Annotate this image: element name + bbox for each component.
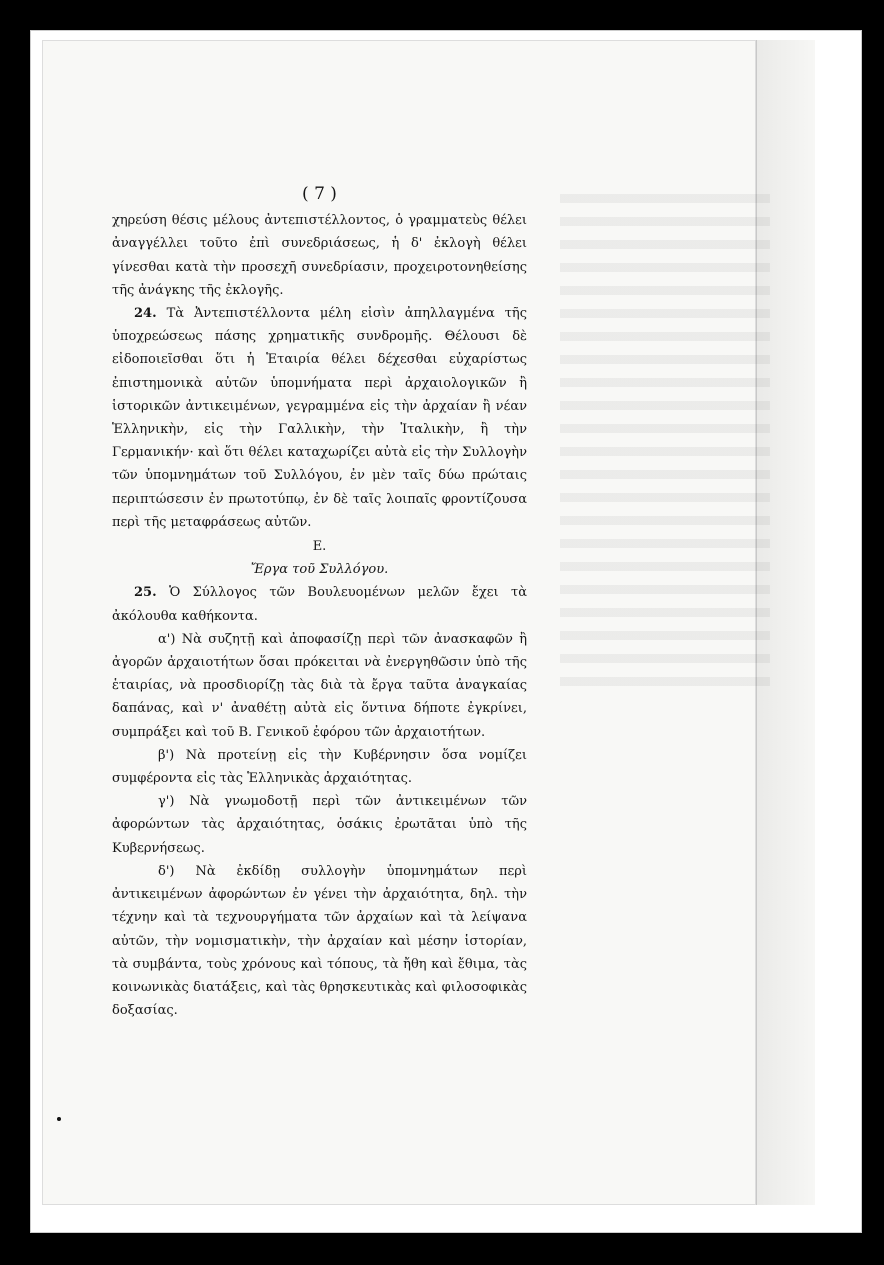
list-item-b: β') Νὰ προτείνῃ εἰς τὴν Κυβέρνησιν ὅσα νομίζει συμφέροντα εἰς τὰς Ἑλληνικὰς ἀρχαιότητας. bbox=[112, 747, 527, 787]
article-text: Ὁ Σύλλογος τῶν Βουλευομένων μελῶν ἔχει τὰ ἀκόλουθα καθήκοντα. bbox=[112, 585, 527, 624]
article-number: 25. bbox=[134, 585, 157, 601]
ink-speck bbox=[57, 1117, 61, 1121]
show-through-text bbox=[560, 180, 770, 700]
continuation-paragraph: χηρεύση θέσις μέλους ἀντεπιστέλλοντος, ὁ γραμματεὺς θέλει ἀναγγέλλει τοῦτο ἐπὶ συνεδριάσεως, ἡ δ' ἐκλογὴ θέλει γίνεσθαι κατὰ τὴν προσεχῆ συνεδρίασιν, προχειροτονηθείσης τῆς ἀνάγκης τῆς ἐκλογῆς. bbox=[112, 213, 527, 298]
section-letter: Ε. bbox=[312, 539, 327, 555]
list-item-d: δ') Νὰ ἐκδίδῃ συλλογὴν ὑπομνημάτων περὶ ἀντικειμένων ἀφορώντων ἐν γένει τὴν ἀρχαιότητα, δηλ. τὴν τέχνην καὶ τὰ τεχνουργήματα τῶν ἀρχαίων καὶ τὰ λείψανα αὐτῶν, τὴν νομισματικὴν, τὴν ἀρχαίαν καὶ μέσην ἱστορίαν, τὰ συμβάντα, τοὺς χρόνους καὶ τόπους, τὰ ἤθη καὶ ἔθιμα, τὰς κοινωνικὰς διατάξεις, καὶ τὰς θρησκευτικὰς καὶ φιλοσοφικὰς δοξασίας. bbox=[112, 863, 527, 1019]
page-number: ( 7 ) bbox=[302, 184, 337, 204]
article-text: Τὰ Ἀντεπιστέλλοντα μέλη εἰσὶν ἀπηλλαγμένα τῆς ὑποχρεώσεως πάσης χρηματικῆς συνδρομῆς. Θέλουσι δὲ εἰδοποιεῖσθαι ὅτι ἡ Ἑταιρία θέλει δέχεσθαι εὐχαρίστως ἐπιστημονικὰ αὐτῶν ὑπομνήματα περὶ ἀρχαιολογικῶν ἢ ἱστορικῶν ἀντικειμένων, γεγραμμένα εἰς τὴν ἀρχαίαν ἢ νέαν Ἑλληνικὴν, εἰς τὴν Γαλλικὴν, τὴν Ἰταλικὴν, ἢ τὴν Γερμανικήν· καὶ ὅτι θέλει καταχωρίζει αὐτὰ εἰς τὴν Συλλογὴν τῶν ὑπομνημάτων τοῦ Συλλόγου, ἐν μὲν ταῖς δύω πρώταις περιπτώσεσιν ἐν πρωτοτύπῳ, ἐν δὲ ταῖς λοιπαῖς φροντίζουσα περὶ τῆς μεταφράσεως αὐτῶν. bbox=[112, 306, 527, 530]
page-text bbox=[112, 183, 527, 1022]
list-item-a: α') Νὰ συζητῇ καὶ ἀποφασίζῃ περὶ τῶν ἀνασκαφῶν ἢ ἀγορῶν ἀρχαιοτήτων ὅσαι πρόκειται νὰ ἐνεργηθῶσιν ὑπὸ τῆς ἑταιρίας, νὰ προσδιορίζῃ τὰς διὰ τὰ ἔργα ταῦτα ἀναγκαίας δαπάνας, καὶ ν' ἀναθέτῃ αὐτὰ εἰς ὅντινα δήποτε ἐγκρίνει, συμπράξει καὶ τοῦ Β. Γενικοῦ ἐφόρου τῶν ἀρχαιοτήτων. bbox=[112, 631, 527, 740]
article-25 bbox=[112, 581, 527, 627]
article-number: 24. bbox=[134, 306, 157, 322]
section-title: Ἔργα τοῦ Συλλόγου. bbox=[250, 562, 389, 578]
article-24 bbox=[112, 302, 527, 534]
list-item-c: γ') Νὰ γνωμοδοτῇ περὶ τῶν ἀντικειμένων τῶν ἀφορώντων τὰς ἀρχαιότητας, ὁσάκις ἐρωτᾶται ὑπὸ τῆς Κυβερνήσεως. bbox=[112, 794, 527, 856]
